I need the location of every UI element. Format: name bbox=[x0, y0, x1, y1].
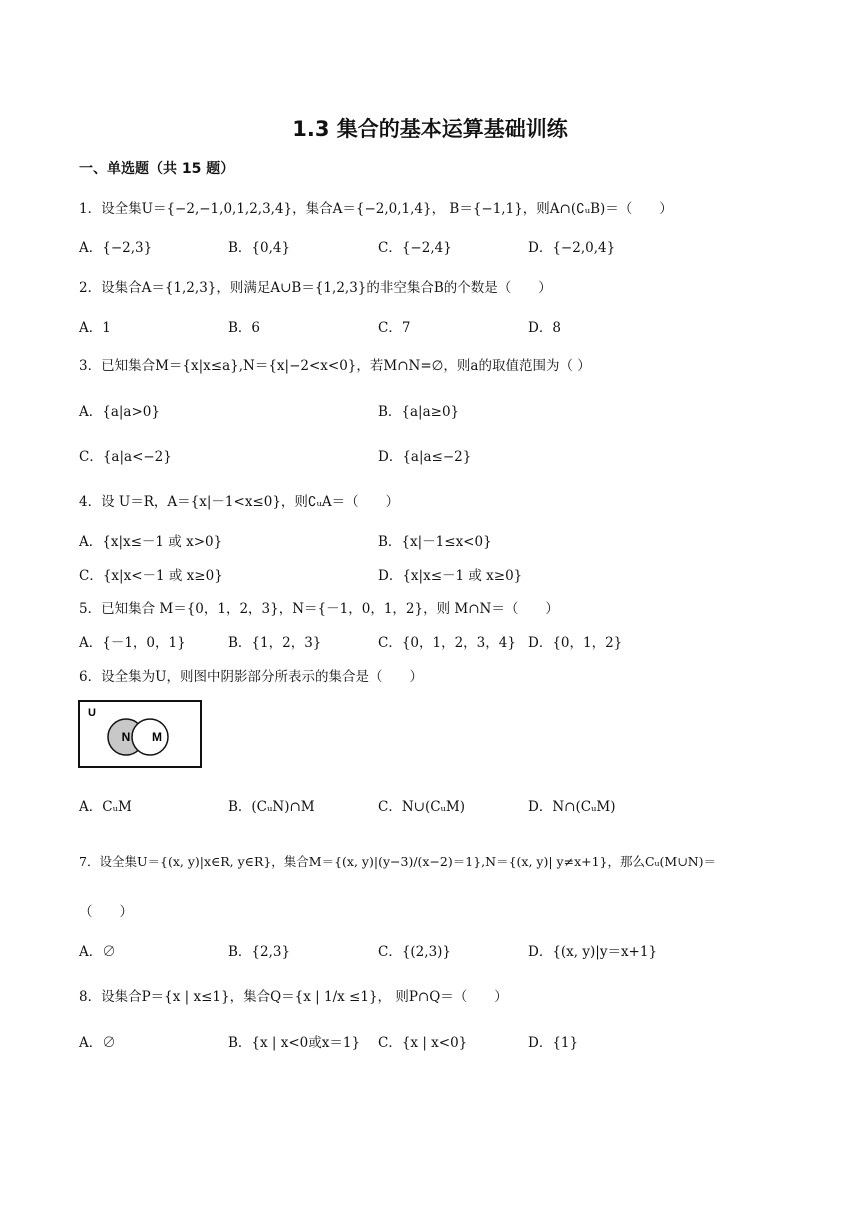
q1-option-d: D．{−2,0,4} bbox=[528, 240, 616, 256]
set-m-circle bbox=[132, 719, 168, 755]
q8-option-d: D．{1} bbox=[528, 1035, 579, 1051]
question-6-stem: 6．设全集为U，则图中阴影部分所表示的集合是（ ） bbox=[79, 669, 423, 685]
q5-option-b: B．{1，2，3} bbox=[228, 635, 322, 651]
q2-option-a: A．1 bbox=[79, 320, 111, 336]
universe-label: U bbox=[88, 707, 96, 719]
q8-option-b: B．{x | x<0或x＝1} bbox=[228, 1035, 361, 1051]
q7-option-c: C．{(2,3)} bbox=[378, 944, 452, 960]
venn-diagram bbox=[78, 700, 202, 768]
question-8-stem: 8．设集合P＝{x | x≤1}，集合Q＝{x | 1/x ≤1}， 则P∩Q＝（ ） bbox=[79, 989, 508, 1005]
question-3-stem: 3．已知集合M＝{x|x≤a},N＝{x|−2<x<0}，若M∩N=∅，则a的取值范围为（ ） bbox=[79, 358, 591, 374]
q1-option-a: A．{−2,3} bbox=[79, 240, 153, 256]
q4-option-b: B．{x|－1≤x<0} bbox=[378, 534, 492, 550]
question-1-stem: 1．设全集U＝{−2,−1,0,1,2,3,4}，集合A＝{−2,0,1,4}， B＝{−1,1}，则A∩(∁ᵤB)＝（ ） bbox=[79, 201, 673, 217]
q5-option-a: A．{－1，0，1} bbox=[79, 635, 186, 651]
question-7-stem-cont: （ ） bbox=[79, 904, 133, 920]
question-4-stem: 4．设 U＝R，A＝{x|－1<x≤0}，则∁ᵤA＝（ ） bbox=[79, 494, 400, 510]
set-n-label: N bbox=[121, 730, 131, 744]
q6-option-b: B．(CᵤN)∩M bbox=[228, 799, 315, 815]
q8-option-c: C．{x | x<0} bbox=[378, 1035, 468, 1051]
q6-option-d: D．N∩(CᵤM) bbox=[528, 799, 616, 815]
q1-option-c: C．{−2,4} bbox=[378, 240, 452, 256]
q6-option-c: C．N∪(CᵤM) bbox=[378, 799, 466, 815]
question-7-stem: 7．设全集U＝{(x, y)|x∈R, y∈R}，集合M＝{(x, y)|(y−3)/(x−2)＝1},N＝{(x, y)| y≠x+1}，那么Cᵤ(M∪N)＝ bbox=[79, 854, 717, 869]
q4-option-d: D．{x|x≤－1 或 x≥0} bbox=[378, 568, 523, 584]
q3-option-b: B．{a|a≥0} bbox=[378, 404, 460, 420]
q6-option-a: A．CᵤM bbox=[79, 799, 132, 815]
question-2-stem: 2．设集合A＝{1,2,3}，则满足A∪B＝{1,2,3}的非空集合B的个数是（ ） bbox=[79, 280, 552, 296]
q5-option-d: D．{0，1，2} bbox=[528, 635, 623, 651]
q2-option-d: D．8 bbox=[528, 320, 561, 336]
q8-option-a: A．∅ bbox=[79, 1035, 116, 1051]
q2-option-c: C．7 bbox=[378, 320, 411, 336]
q5-option-c: C．{0，1，2，3，4} bbox=[378, 635, 516, 651]
q7-option-a: A．∅ bbox=[79, 944, 116, 960]
q7-option-b: B．{2,3} bbox=[228, 944, 291, 960]
q4-option-a: A．{x|x≤－1 或 x>0} bbox=[79, 534, 223, 550]
q4-option-c: C．{x|x<－1 或 x≥0} bbox=[79, 568, 223, 584]
section-heading: 一、单选题（共 15 题） bbox=[79, 161, 235, 177]
set-m-label: M bbox=[152, 730, 162, 744]
question-5-stem: 5．已知集合 M＝{0，1，2，3}，N＝{－1，0，1，2}，则 M∩N＝（ ） bbox=[79, 601, 559, 617]
q3-option-a: A．{a|a>0} bbox=[79, 404, 160, 420]
q3-option-d: D．{a|a≤−2} bbox=[378, 449, 472, 465]
document-title: 1.3 集合的基本运算基础训练 bbox=[292, 117, 568, 141]
q3-option-c: C．{a|a<−2} bbox=[79, 449, 172, 465]
q7-option-d: D．{(x, y)|y＝x+1} bbox=[528, 944, 658, 960]
q2-option-b: B．6 bbox=[228, 320, 261, 336]
q1-option-b: B．{0,4} bbox=[228, 240, 291, 256]
